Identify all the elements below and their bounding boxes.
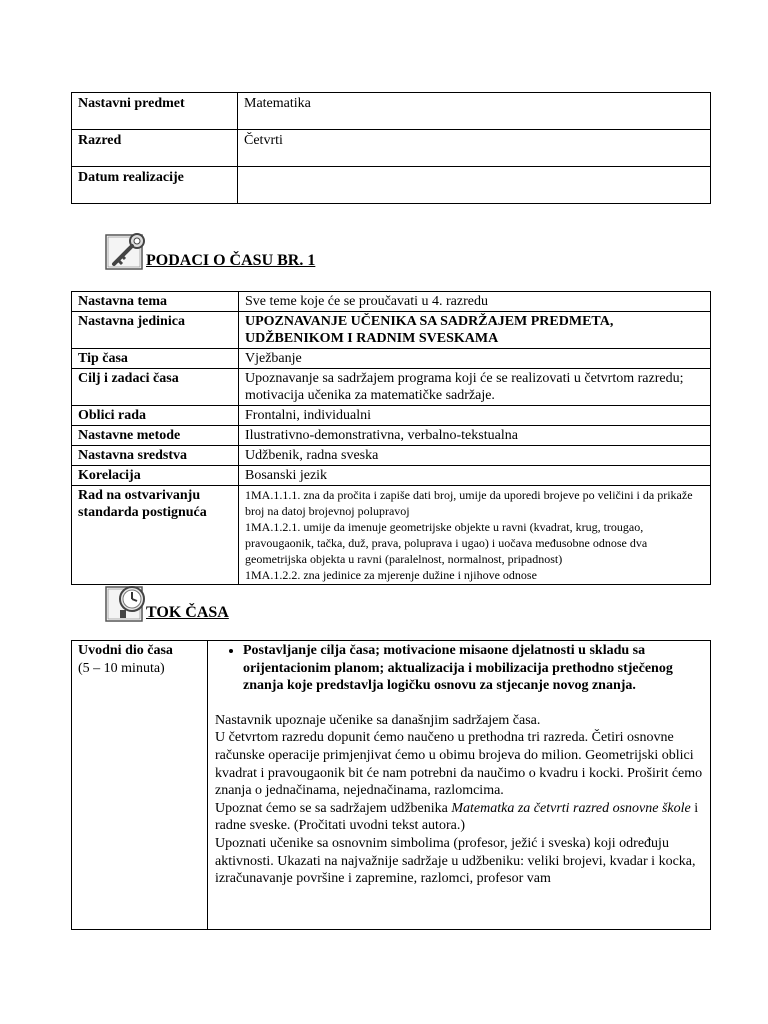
table-row: [72, 130, 711, 167]
date-label: Datum realizacije: [72, 167, 238, 204]
text-span: Upoznat ćemo se sa sadržajem udžbenika: [215, 800, 452, 816]
paragraph: Nastavnik upoznaje učenike sa današnjim sadržajem časa.: [215, 712, 541, 728]
unit-label: Nastavna jedinica: [72, 312, 239, 349]
goal-label: Cilj i zadaci časa: [72, 369, 239, 406]
table-row: [72, 641, 711, 930]
standard-item: 1MA.1.2.2. zna jedinice za mjerenje dužine i njihove odnose: [245, 568, 537, 582]
methods-label: Nastavne metode: [72, 426, 239, 446]
table-row: [72, 292, 711, 312]
work-forms-label: Oblici rada: [72, 406, 239, 426]
phase-duration: (5 – 10 minuta): [78, 660, 165, 676]
section-heading-podaci: [104, 231, 315, 271]
table-row: [72, 167, 711, 204]
methods-value: Ilustrativno-demonstrativna, verbalno-tekstualna: [239, 426, 711, 446]
standards-value: [239, 486, 711, 585]
goal-list: [215, 642, 704, 695]
correlation-label: Korelacija: [72, 466, 239, 486]
subject-value: Matematika: [238, 93, 711, 130]
section-title: TOK ČASA: [146, 604, 229, 621]
clock-icon: [104, 583, 146, 623]
table-row: [72, 446, 711, 466]
section-title: PODACI O ČASU BR. 1: [146, 252, 316, 269]
goal-value: Upoznavanje sa sadržajem programa koji će se realizovati u četvrtom razredu; motivacija učenika za matematičke sadržaje.: [239, 369, 711, 406]
paragraph: [215, 800, 704, 835]
paragraph: U četvrtom razredu dopunit ćemo naučeno u prethodna tri razreda. Četiri osnovne računske operacije primjenjivat ćemo u obimu brojeva do milion. Geometrijski oblici kvadrat i pravougaonik bit će nam potrebni da naučimo o kvadru i kocki. Proširit ćemo znanja o jednačinama, nejednačinama, razlomcima.: [215, 730, 703, 799]
lesson-details-table: [71, 291, 711, 585]
table-row: [72, 93, 711, 130]
standards-label: Rad na ostvarivanju standarda postignuća: [72, 486, 239, 585]
table-row: [72, 406, 711, 426]
date-value: [238, 167, 711, 204]
table-row: [72, 466, 711, 486]
correlation-value: Bosanski jezik: [239, 466, 711, 486]
type-value: Vježbanje: [239, 349, 711, 369]
subject-label: Nastavni predmet: [72, 93, 238, 130]
grade-value: Četvrti: [238, 130, 711, 167]
unit-value: UPOZNAVANJE UČENIKA SA SADRŽAJEM PREDMETA, UDŽBENIKOM I RADNIM SVESKAMA: [239, 312, 711, 349]
section-heading-tok: [104, 583, 229, 623]
phase-label: Uvodni dio časa: [78, 643, 173, 658]
resources-value: Udžbenik, radna sveska: [239, 446, 711, 466]
phase-content: [208, 641, 711, 930]
lesson-flow-table: [71, 640, 711, 930]
standard-item: 1MA.1.2.1. umije da imenuje geometrijske objekte u ravni (kvadrat, krug, trougao, pravougaonik, tačka, duž, prava, poluprava i ugao) i uočava međusobne odnose dva geometrijska objekta u ravni (paralelnost, normalnost, pripadnost): [245, 520, 648, 566]
textbook-title: Matematka za četvrti razred osnovne škole: [451, 800, 691, 816]
table-row: [72, 486, 711, 585]
table-row: [72, 426, 711, 446]
table-row: [72, 369, 711, 406]
type-label: Tip časa: [72, 349, 239, 369]
grade-label: Razred: [72, 130, 238, 167]
lesson-info-table: [71, 92, 711, 204]
standard-item: 1MA.1.1.1. zna da pročita i zapiše dati broj, umije da uporedi brojeve po veličini i da prikaže broj na datoj brojevnoj polupravoj: [245, 488, 693, 518]
paragraph: Upoznati učenike sa osnovnim simbolima (profesor, ježić i sveska) koji određuju aktivnosti. Ukazati na najvažnije sadržaje u udžbeniku: veliki brojevi, kvadar i kocka, izračunavanje površine i zapremine, razlomci, profesor vam: [215, 835, 696, 887]
text-span: i radne sveske. (Pročitati uvodni tekst autora.): [215, 800, 699, 834]
work-forms-value: Frontalni, individualni: [239, 406, 711, 426]
phase-cell: [72, 641, 208, 930]
topic-value: Sve teme koje će se proučavati u 4. razredu: [239, 292, 711, 312]
list-item: • Postavljanje cilja časa; motivacione misaone djelatnosti u skladu sa orijentacionim planom; aktualizacija i mobilizacija prethodno stječenog znanja koje predstavlja logičku osnovu za stjecanje novog znanja.: [243, 642, 704, 695]
key-icon: [104, 231, 146, 271]
table-row: [72, 312, 711, 349]
table-row: [72, 349, 711, 369]
topic-label: Nastavna tema: [72, 292, 239, 312]
resources-label: Nastavna sredstva: [72, 446, 239, 466]
